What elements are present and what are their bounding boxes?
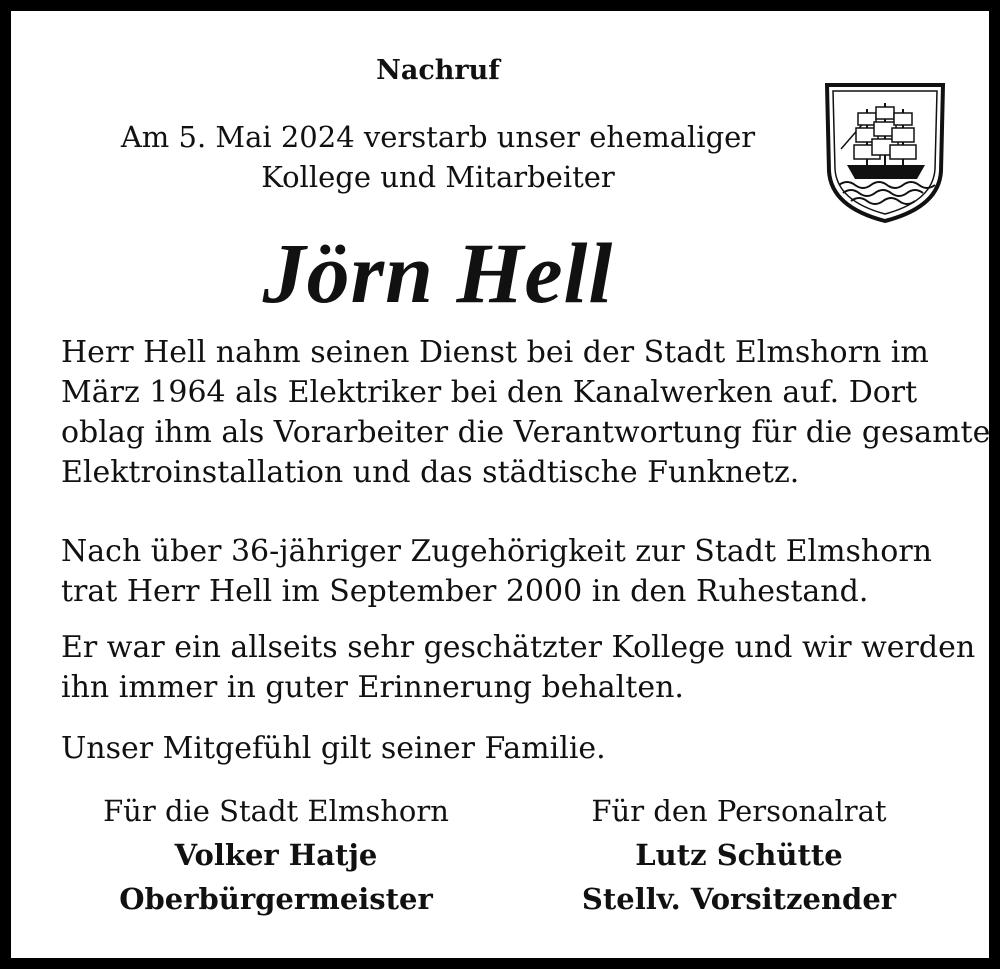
paragraph-line: Unser Mitgefühl gilt seiner Familie. — [61, 731, 606, 766]
paragraph-line: trat Herr Hell im September 2000 in den Ruhestand. — [61, 574, 869, 609]
ship-coat-of-arms-icon — [821, 79, 949, 227]
obituary-card — [11, 11, 989, 958]
paragraph-retirement — [61, 532, 951, 612]
paragraph-line: Er war ein allseits sehr geschätzter Kollege und wir werden — [61, 630, 976, 665]
paragraph-remembrance — [61, 628, 976, 708]
signature-role: Stellv. Vorsitzender — [581, 882, 897, 916]
paragraph-line: Herr Hell nahm seinen Dienst bei der Stadt Elmshorn im — [61, 335, 929, 370]
signature-person: Lutz Schütte — [635, 838, 843, 872]
signature-org: Für die Stadt Elmshorn — [103, 794, 449, 828]
paragraph-line: Nach über 36-jähriger Zugehörigkeit zur Stadt Elmshorn — [61, 534, 932, 569]
signature-person: Volker Hatje — [174, 838, 378, 872]
paragraph-service — [61, 333, 991, 493]
signature-org: Für den Personalrat — [591, 794, 887, 828]
deceased-name: Jörn Hell — [262, 225, 614, 321]
intro-text — [11, 117, 865, 197]
signature-city — [66, 789, 486, 921]
paragraph-line: oblag ihm als Vorarbeiter die Verantwortung für die gesamte — [61, 415, 991, 450]
signature-role: Oberbürgermeister — [119, 882, 433, 916]
intro-line: Am 5. Mai 2024 verstarb unser ehemaliger — [120, 120, 756, 154]
paragraph-line: ihn immer in guter Erinnerung behalten. — [61, 670, 684, 705]
signature-staff-council — [529, 789, 949, 921]
paragraph-line: Elektroinstallation und das städtische Funknetz. — [61, 455, 800, 490]
paragraph-line: März 1964 als Elektriker bei den Kanalwerken auf. Dort — [61, 375, 918, 410]
paragraph-condolence — [61, 729, 951, 769]
notice-heading: Nachruf — [376, 55, 500, 86]
intro-line: Kollege und Mitarbeiter — [261, 160, 615, 194]
